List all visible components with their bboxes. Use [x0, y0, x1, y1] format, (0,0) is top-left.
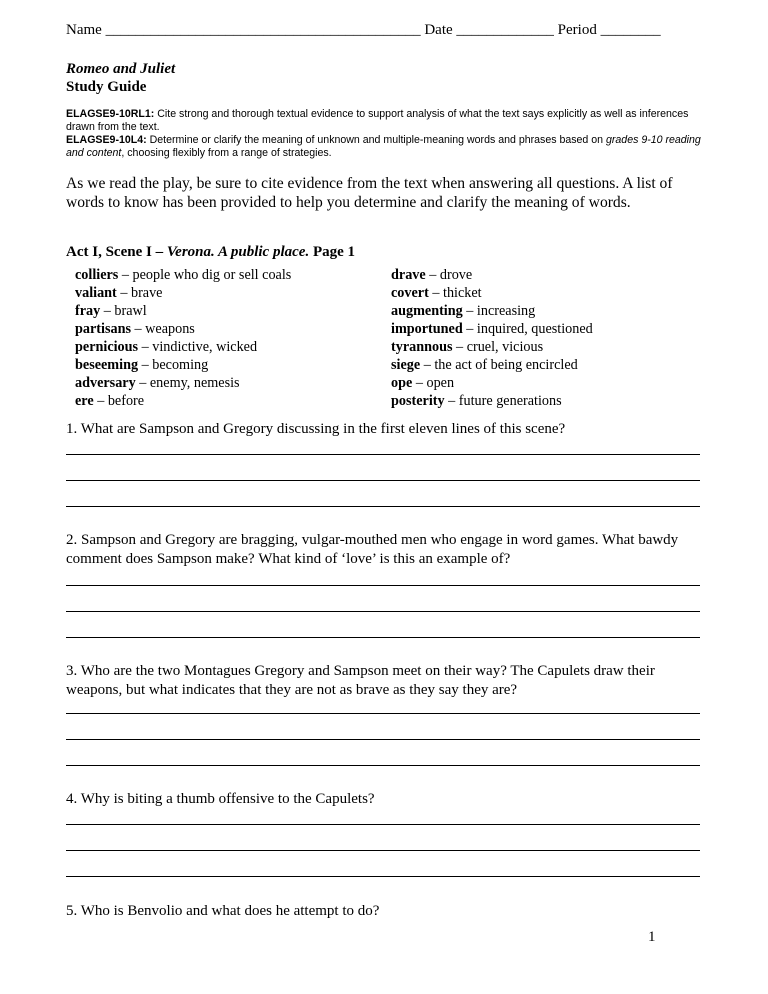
answer-line[interactable]: [66, 850, 700, 851]
question-4: 4. Why is biting a thumb offensive to the Capulets?: [66, 791, 375, 807]
question-3: 3. Who are the two Montagues Gregory and Sampson meet on their way? The Capulets draw their weapons, but what indicates that they are not as brave as they say they are?: [66, 663, 655, 698]
standard-rl1: [66, 108, 706, 134]
question-5: 5. Who is Benvolio and what does he attempt to do?: [66, 903, 380, 919]
vocab-item: colliers – people who dig or sell coals: [75, 267, 292, 283]
vocab-list-right: [391, 266, 593, 410]
vocab-item: augmenting – increasing: [391, 303, 536, 319]
vocab-item: siege – the act of being encircled: [391, 357, 578, 373]
answer-line[interactable]: [66, 585, 700, 586]
vocab-item: drave – drove: [391, 267, 473, 283]
answer-line[interactable]: [66, 506, 700, 507]
vocab-item: partisans – weapons: [75, 321, 195, 337]
vocab-item: ere – before: [75, 393, 145, 409]
document-title: [66, 60, 175, 96]
standards-block: [66, 108, 706, 160]
name-blank: __________________________________________: [105, 22, 421, 38]
vocab-item: posterity – future generations: [391, 393, 562, 409]
answer-line[interactable]: [66, 713, 700, 714]
date-label: Date: [424, 22, 453, 38]
name-label: Name: [66, 22, 102, 38]
answer-line[interactable]: [66, 765, 700, 766]
vocab-list-left: [75, 266, 291, 410]
vocab-item: covert – thicket: [391, 285, 482, 301]
scene-setting: Verona. A public place.: [166, 244, 310, 260]
vocab-item: pernicious – vindictive, wicked: [75, 339, 258, 355]
act-scene: Act I, Scene I –: [66, 244, 164, 260]
question-1: 1. What are Sampson and Gregory discussing in the first eleven lines of this scene?: [66, 421, 566, 437]
answer-line[interactable]: [66, 739, 700, 740]
standard-text: , choosing flexibly from a range of strategies.: [121, 147, 332, 159]
standard-text: Determine or clarify the meaning of unknown and multiple-meaning words and phrases based on: [149, 134, 604, 146]
answer-line[interactable]: [66, 824, 700, 825]
standard-text: Cite strong and thorough textual evidence to support analysis of what the text says explicitly as well as inferences drawn from the text.: [66, 108, 689, 133]
play-title: Romeo and Juliet: [66, 61, 176, 77]
header-line: [66, 22, 661, 39]
vocab-item: beseeming – becoming: [75, 357, 209, 373]
page-number: 1: [648, 929, 656, 945]
vocab-item: tyrannous – cruel, vicious: [391, 339, 544, 355]
answer-line[interactable]: [66, 454, 700, 455]
instructions-paragraph: As we read the play, be sure to cite evidence from the text when answering all questions. A list of words to know has been provided to help you determine and clarify the meaning of words.: [66, 175, 673, 211]
period-blank: ________: [600, 22, 661, 38]
answer-line[interactable]: [66, 637, 700, 638]
page-reference: Page 1: [312, 244, 356, 260]
vocab-item: adversary – enemy, nemesis: [75, 375, 240, 391]
answer-line[interactable]: [66, 480, 700, 481]
standard-code: ELAGSE9-10L4:: [66, 134, 147, 146]
vocab-item: importuned – inquired, questioned: [391, 321, 593, 337]
standard-code: ELAGSE9-10RL1:: [66, 108, 155, 120]
period-label: Period: [557, 22, 597, 38]
answer-line[interactable]: [66, 876, 700, 877]
date-blank: _____________: [456, 22, 554, 38]
standard-l4: [66, 134, 706, 160]
vocab-item: valiant – brave: [75, 285, 163, 301]
study-guide-title: Study Guide: [66, 79, 147, 95]
answer-line[interactable]: [66, 611, 700, 612]
vocab-item: ope – open: [391, 375, 455, 391]
question-2: 2. Sampson and Gregory are bragging, vulgar-mouthed men who engage in word games. What bawdy comment does Sampson make? What kind of ‘love’ is this an example of?: [66, 532, 679, 567]
vocab-item: fray – brawl: [75, 303, 147, 319]
act-scene-heading: [66, 244, 355, 261]
standard-text-italic: grades 9-10 reading and content: [66, 134, 701, 159]
